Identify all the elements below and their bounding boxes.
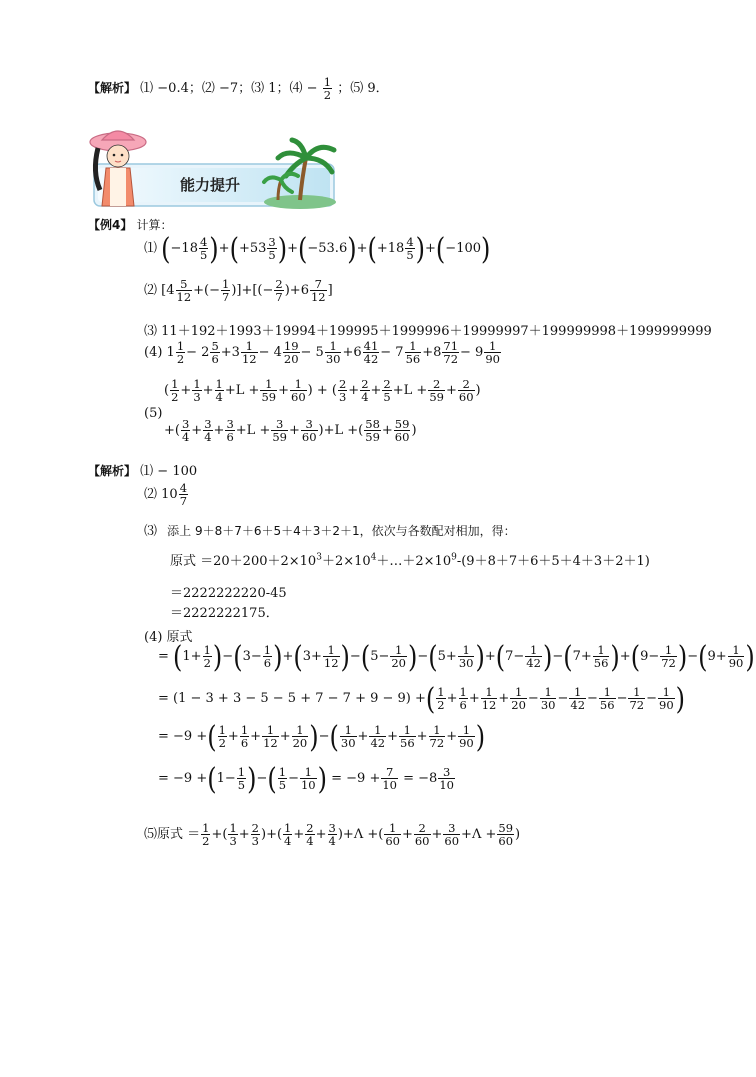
banner-title: 能力提升 [179, 176, 241, 194]
solution-2: ⑵ 10 $\frac{4}{7}$ [144, 481, 188, 509]
solution-label: 【解析】 [88, 464, 137, 478]
problem-5-line2: +( $\frac{3}{4}$ + $\frac{3}{4}$ + $\frac{3}{6}$ +L + $\frac{3}{59}$ + $\frac{3}{60}$ )+L +( $\frac{58}{59}$ + $\frac{59}{60}$ ) [164, 417, 417, 445]
solution-5: ⑸原式 ＝ $\frac{1}{2}$ +( $\frac{1}{3}$ + $\frac{2}{3}$ )+( $\frac{1}{4}$ + $\frac{2}{4}$ + $\frac{3}{4}$ )+Λ +( $\frac{1}{60}$ + $\frac{2}{60}$ + $\frac{3}{60}$ +Λ + $\frac{59}{60}$ ) [144, 821, 521, 849]
problem-number: (4) [144, 345, 163, 361]
problem-1: ⑴ (−18 $\frac{4}{5}$ )+(+53 $\frac{3}{5}$ )+(−53.6)+(+18 $\frac{4}{5}$ )+(−100) [144, 231, 491, 267]
solution-4-line2: = (1 − 3 + 3 − 5 − 5 + 7 − 7 + 9 − 9) +( $\frac{1}{2}$ + $\frac{1}{6}$ + $\frac{1}{12}$ + $\frac{1}{20}$ − $\frac{1}{30}$ − $\frac{1}{42}$ − $\frac{1}{56}$ − $\frac{1}{72}$ − $\frac{1}{90}$ ) [158, 681, 686, 717]
ability-banner [88, 128, 340, 212]
example-prompt: 计算： [136, 218, 173, 232]
previous-answer [88, 76, 389, 101]
solution-3-line3: ＝2222222175． [170, 606, 279, 621]
problem-4: (4) 1 $\frac{1}{2}$ − 2 $\frac{5}{6}$ +3 $\frac{1}{12}$ − 4 $\frac{19}{20}$ − 5 $\frac{1}{30}$ +6 $\frac{41}{42}$ − 7 $\frac{1}{56}$ +8 $\frac{71}{72}$ − 9 $\frac{1}{90}$ [144, 339, 500, 367]
answer-fraction: $\frac{1}{2}$ [323, 75, 332, 103]
problem-number: ⑴ [144, 241, 158, 257]
solution-3-line2: ＝2222222220-45 [170, 586, 287, 601]
answer-text-b: ；⑸ 9． [337, 81, 389, 97]
problem-5-line1: ( $\frac{1}{2}$ + $\frac{1}{3}$ + $\frac{1}{4}$ +L + $\frac{1}{59}$ + $\frac{1}{60}$ ) + ( $\frac{2}{3}$ + $\frac{2}{4}$ + $\frac{2}{5}$ +L + $\frac{2}{59}$ + $\frac{2}{60}$ ) [164, 377, 481, 405]
problem-5-number: (5) [144, 406, 163, 421]
solution-4-line4: = −9 +(1− $\frac{1}{5}$ )−( $\frac{1}{5}$ − $\frac{1}{10}$ ) = −9 + $\frac{7}{10}$ = −8 $\frac{3}{10}$ [158, 761, 454, 797]
solution-4-head: (4) 原式 [144, 630, 193, 645]
solution-3-line1: 原式 $=20+200+2\times 10^3+2\times 10^4+\dots+2\times 10^9-(9+8+7+6+5+4+3+2+1)$ [170, 552, 650, 569]
solution-1 [88, 460, 197, 479]
problem-number: ⑵ [144, 283, 158, 299]
example-header [88, 216, 173, 233]
solution-1-text: ⑴ − 100 [140, 464, 198, 479]
solution-4-line1: = (1+ $\frac{1}{2}$ )−(3− $\frac{1}{6}$ )+(3+ $\frac{1}{12}$ )−(5− $\frac{1}{20}$ )−(5+ $\frac{1}{30}$ )+(7− $\frac{1}{42}$ )−(7+ $\frac{1}{56}$ )+(9− $\frac{1}{72}$ )−(9+ $\frac{1}{90}$ ) [158, 639, 755, 675]
solution-3: ⑶ 添上 9＋8＋7＋6＋5＋4＋3＋2＋1，依次与各数配对相加，得： [144, 524, 516, 539]
example-label: 【例4】 [88, 218, 133, 232]
problem-number: ⑶ [144, 324, 158, 339]
answer-label: 【解析】 [88, 81, 137, 96]
answer-text-a: ⑴ −0.4；⑵ −7；⑶ 1；⑷ − [140, 81, 318, 97]
problem-3 [144, 320, 712, 339]
problem-3-expression: 11＋192＋1993＋19994＋199995＋1999996＋19999997＋199999998＋1999999999 [161, 324, 712, 339]
solution-3-text: 添上 9＋8＋7＋6＋5＋4＋3＋2＋1，依次与各数配对相加，得： [167, 524, 516, 538]
solution-4-line3: = −9 +( $\frac{1}{2}$ + $\frac{1}{6}$ + $\frac{1}{12}$ + $\frac{1}{20}$ )−( $\frac{1}{30}$ + $\frac{1}{42}$ + $\frac{1}{56}$ + $\frac{1}{72}$ + $\frac{1}{90}$ ) [158, 719, 486, 755]
problem-2: ⑵ [4 $\frac{5}{12}$ +(− $\frac{1}{7}$ )]+[(− $\frac{2}{7}$ )+6 $\frac{7}{12}$ ] [144, 277, 333, 305]
